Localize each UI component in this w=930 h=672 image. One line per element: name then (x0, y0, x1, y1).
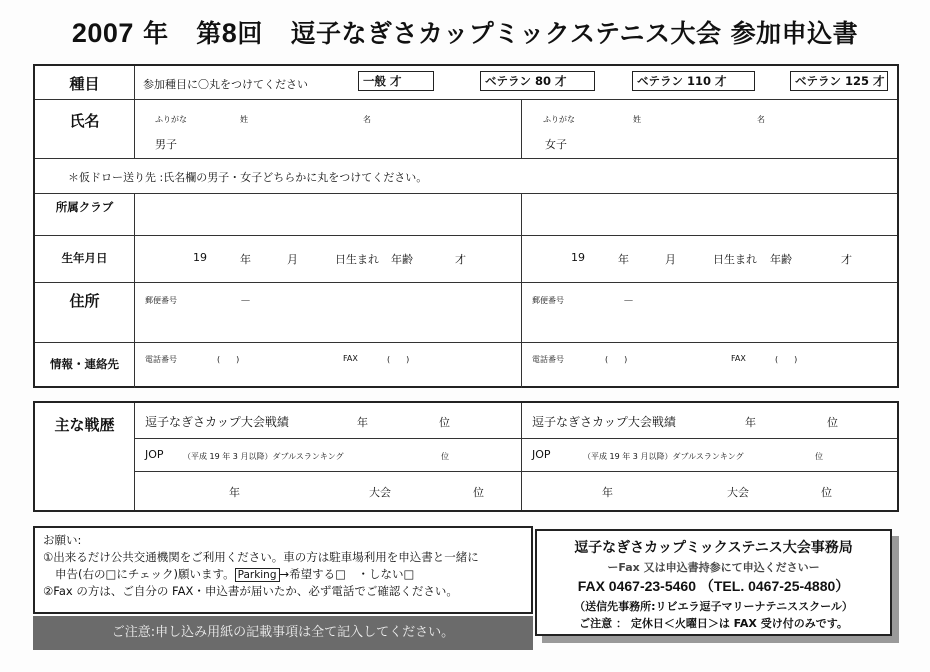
jop-place-right: 位 (815, 452, 823, 461)
postal-label-left: 郵便番号 (145, 296, 177, 305)
draw-destination-note: ＊仮ドロー送り先 :氏名欄の男子・女子どちらかに丸をつけてください。 (68, 171, 428, 184)
tourn-name-right: 大会 (727, 486, 749, 499)
row-divider (35, 235, 897, 236)
birth-age-right: 年齢 (770, 253, 792, 266)
tourn-year-right: 年 (602, 486, 613, 499)
notice-bar: ご注意:申し込み用紙の記載事項は全て記入してください。 (33, 616, 533, 650)
jop-right: JOP (532, 448, 551, 461)
contact-label: 情報・連絡先 (50, 357, 119, 371)
requests-box (33, 526, 533, 614)
male-label[interactable]: 男子 (155, 138, 177, 151)
birth-label: 生年月日 (61, 251, 108, 265)
category-veteran-110[interactable]: ベテラン 110 才 (632, 71, 755, 91)
title-edition-suffix: 回 (237, 19, 263, 48)
cup-place-right: 位 (827, 416, 838, 429)
row-divider (35, 193, 897, 194)
female-label[interactable]: 女子 (545, 138, 567, 151)
birth-month-left: 月 (287, 253, 298, 266)
postal-label-right: 郵便番号 (532, 296, 564, 305)
col-divider (134, 66, 135, 158)
title-year: 2007 (71, 18, 134, 48)
request-item-1-line-1: ①出来るだけ公共交通機関をご利用ください。車の方は駐車場利用を申込書と一緒に (43, 550, 479, 564)
club-field-right[interactable] (523, 195, 895, 234)
office-box (535, 529, 892, 636)
record-table (33, 401, 899, 512)
tourn-year-left: 年 (229, 486, 240, 499)
request-item-2: ②Fax の方は、ご自分の FAX・申込書が届いたか、必ず電話でご確認ください。 (43, 584, 458, 598)
mei-left: 名 (363, 115, 371, 124)
cup-record-left: 逗子なぎさカップ大会戦績 (145, 415, 289, 429)
jop-note-left: （平成 19 年 3 月以降）ダブルスランキング (183, 452, 344, 461)
title-edition-number: 8 (221, 18, 238, 48)
postal-dash-left: － (240, 294, 251, 307)
sei-right: 姓 (633, 115, 641, 124)
record-label: 主な戦歴 (54, 416, 115, 434)
furigana-left: ふりがな (155, 115, 187, 124)
postal-dash-right: － (623, 294, 634, 307)
row-divider (35, 99, 897, 100)
col-divider (521, 193, 522, 388)
birth-year-right: 年 (618, 253, 629, 266)
jop-note-right: （平成 19 年 3 月以降）ダブルスランキング (583, 452, 744, 461)
fax-paren-right: ( ) (775, 355, 798, 364)
tourn-place-right: 位 (821, 486, 832, 499)
row-divider (35, 158, 897, 159)
cup-year-left: 年 (357, 416, 368, 429)
row-divider (35, 282, 897, 283)
col-divider (521, 99, 522, 158)
phone-label-left: 電話番号 (145, 355, 177, 364)
phone-paren-right: ( ) (605, 355, 628, 364)
fax-label-right: FAX (731, 354, 746, 363)
office-subtitle: ーFax 又は申込書持参にて申込くださいー (607, 561, 820, 574)
club-label: 所属クラブ (55, 200, 114, 214)
row-divider (134, 471, 897, 472)
page-title (0, 14, 930, 50)
category-general[interactable]: 一般 才 (358, 71, 434, 91)
club-field-left[interactable] (136, 195, 520, 234)
tourn-place-left: 位 (473, 486, 484, 499)
birth-year-left: 年 (240, 253, 251, 266)
birth-born-right: 日生まれ (713, 253, 757, 266)
category-veteran-125[interactable]: ベテラン 125 才 (790, 71, 888, 91)
request-item-1-line-2-pre: 申告(右の□にチェック)願います。 (55, 567, 235, 581)
parking-label: Parking (235, 568, 280, 582)
birth-age-unit-left: 才 (455, 253, 466, 266)
fax-paren-left: ( ) (387, 355, 410, 364)
cup-year-right: 年 (745, 416, 756, 429)
title-event-name: 逗子なぎさカップミックステニス大会 参加申込書 (290, 19, 859, 48)
request-item-1-line-2 (55, 566, 414, 584)
title-edition-prefix: 第 (196, 19, 222, 48)
requests-heading: お願い: (43, 533, 82, 547)
birth-born-left: 日生まれ (335, 253, 379, 266)
col-divider (134, 193, 135, 388)
parking-options[interactable]: →希望する□ ・しない□ (279, 567, 415, 581)
birth-era-left: 19 (193, 251, 207, 264)
address-label: 住所 (69, 292, 100, 310)
birth-age-unit-right: 才 (841, 253, 852, 266)
cup-record-right: 逗子なぎさカップ大会戦績 (532, 415, 676, 429)
phone-label-right: 電話番号 (532, 355, 564, 364)
name-label: 氏名 (69, 112, 100, 130)
mei-right: 名 (757, 115, 765, 124)
event-label: 種目 (69, 75, 100, 93)
event-instruction: 参加種目に〇丸をつけてください (143, 78, 308, 91)
col-divider (521, 403, 522, 510)
jop-place-left: 位 (441, 452, 449, 461)
birth-month-right: 月 (665, 253, 676, 266)
col-divider (134, 403, 135, 510)
fax-label-left: FAX (343, 354, 358, 363)
office-closed-notice: ご注意 ： 定休日＜火曜日＞は FAX 受け付のみです。 (579, 617, 848, 630)
title-year-unit: 年 (143, 19, 169, 48)
birth-age-left: 年齢 (391, 253, 413, 266)
entry-form-table (33, 64, 899, 388)
office-fax-tel: FAX 0467-23-5460 （TEL. 0467-25-4880） (577, 578, 850, 594)
furigana-right: ふりがな (543, 115, 575, 124)
office-title: 逗子なぎさカップミックステニス大会事務局 (574, 540, 853, 556)
row-divider (35, 342, 897, 343)
phone-paren-left: ( ) (217, 355, 240, 364)
office-destination: （送信先事務所:リビエラ逗子マリーナテニススクール） (574, 600, 853, 613)
birth-era-right: 19 (571, 251, 585, 264)
category-veteran-80[interactable]: ベテラン 80 才 (480, 71, 595, 91)
tourn-name-left: 大会 (369, 486, 391, 499)
jop-left: JOP (145, 448, 164, 461)
cup-place-left: 位 (439, 416, 450, 429)
sei-left: 姓 (240, 115, 248, 124)
row-divider (134, 438, 897, 439)
